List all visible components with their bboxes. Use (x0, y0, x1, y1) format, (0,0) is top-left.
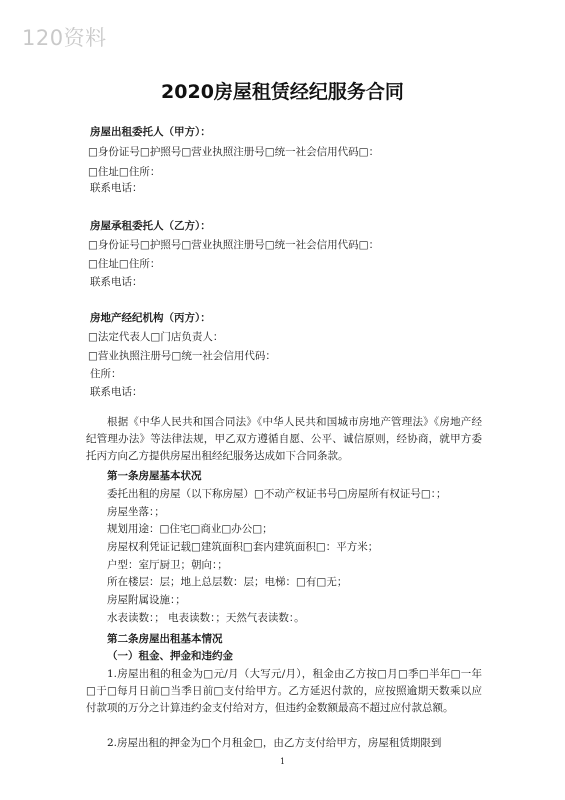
article1-line: 房屋权利凭证记载□建筑面积□套内建筑面积□：平方米； (107, 541, 379, 553)
intro-paragraph: 根据《中华人民共和国合同法》《中华人民共和国城市房地产管理法》《房地产经纪管理办法》等法律法规，甲乙双方遵循自愿、公平、诚信原则，经协商，就甲方委托丙方向乙方提供房屋出租经纪服务达成如下合同条款。 (86, 416, 482, 462)
article1-line: 户型：室厅厨卫；朝向：； (107, 559, 228, 571)
article2-paragraph-2: 2.房屋出租的押金为□个月租金□，由乙方支付给甲方，房屋租赁期限到 (107, 737, 442, 749)
party-a-address-line: □住址□住所： (88, 166, 161, 178)
article1-line: 所在楼层：层；地上总层数：层；电梯：□有□无； (107, 576, 348, 588)
article1-heading: 第一条房屋基本状况 (107, 470, 202, 482)
party-c-reg-line: □营业执照注册号□统一社会信用代码： (88, 350, 276, 362)
party-a-heading: 房屋出租委托人（甲方）： (90, 126, 211, 138)
page-title: 2020房屋租赁经纪服务合同 (161, 81, 404, 103)
article1-line: 水表读数：； 电表读数：；天然气表读数：。 (107, 612, 305, 624)
party-c-rep-line: □法定代表人□门店负责人： (88, 331, 224, 343)
party-a-id-line: □身份证号□护照号□营业执照注册号□统一社会信用代码□： (88, 146, 380, 158)
page-number: 1 (279, 757, 286, 766)
article2-paragraph-1: 1.房屋出租的租金为□元/月（大写元/月），租金由乙方按□月□季□半年□一年□于□每月日前□当季日前□支付给甲方。乙方延迟付款的，应按照逾期天数乘以应付款项的万分之计算违约金支付给对方，但违约金数额最高不超过应付款总额。 (86, 668, 482, 714)
article2-subheading: （一）租金、押金和违约金 (107, 650, 233, 662)
party-b-phone-line: 联系电话： (90, 276, 143, 288)
article1-line: 房屋坐落：； (107, 506, 165, 518)
watermark: 120资料 (22, 26, 107, 50)
article1-line: 委托出租的房屋（以下称房屋）□不动产权证书号□房屋所有权证号□：； (107, 488, 447, 500)
party-b-id-line: □身份证号□护照号□营业执照注册号□统一社会信用代码□： (88, 239, 380, 251)
article1-line: 房屋附属设施：； (107, 594, 186, 606)
article2-heading: 第二条房屋出租基本情况 (107, 633, 223, 645)
party-c-phone-line: 联系电话： (90, 386, 143, 398)
party-b-heading: 房屋承租委托人（乙方）： (90, 220, 211, 232)
party-c-heading: 房地产经纪机构（丙方）： (90, 312, 211, 324)
party-a-phone-line: 联系电话： (90, 182, 143, 194)
party-b-address-line: □住址□住所： (88, 258, 161, 270)
party-c-address-line: 住所： (90, 368, 122, 380)
article1-line: 规划用途：□住宅□商业□办公□； (107, 523, 273, 535)
